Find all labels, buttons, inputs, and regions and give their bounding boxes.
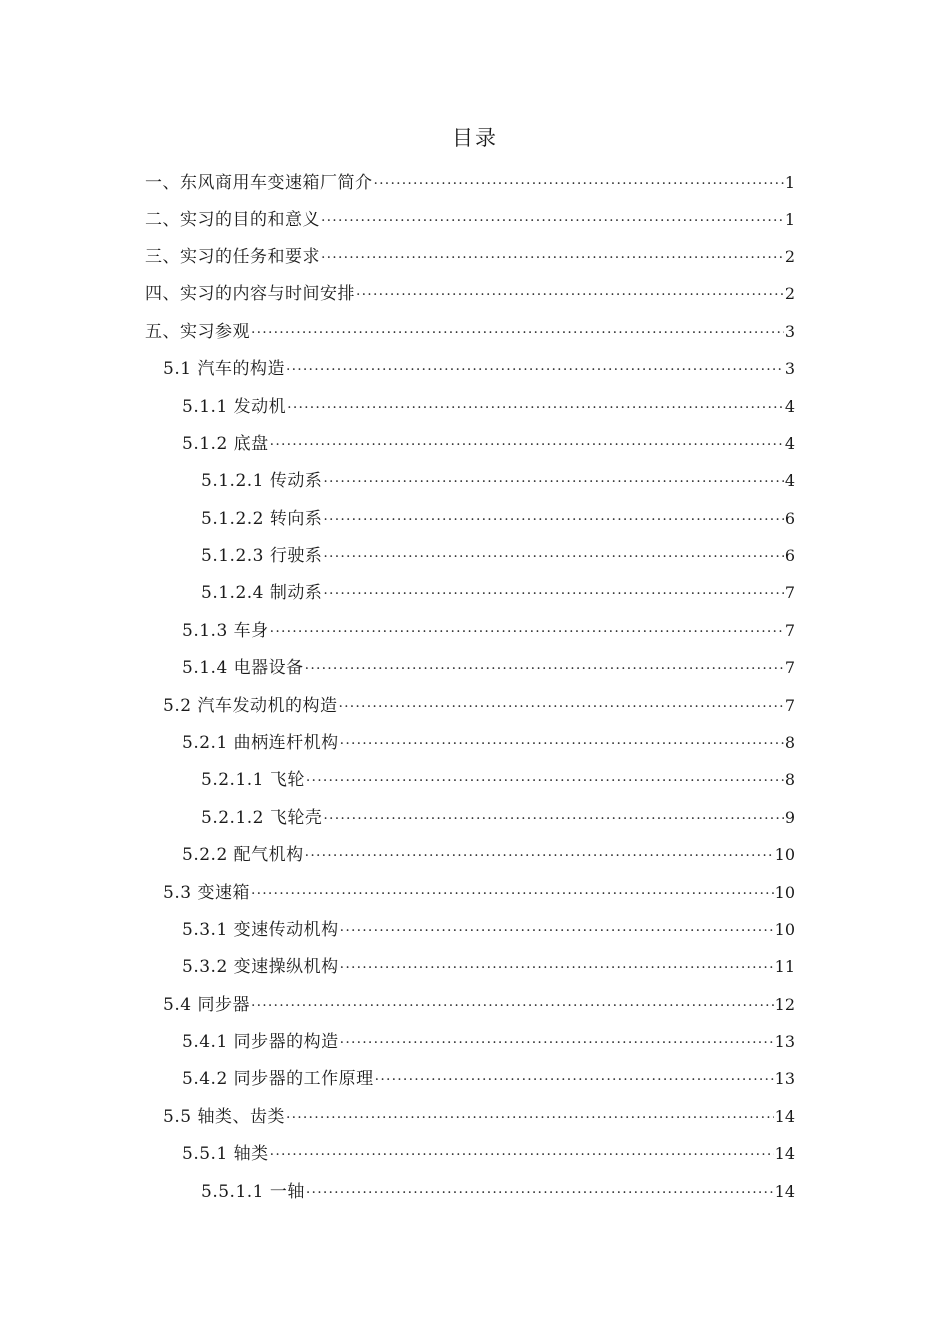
toc-dot-leader — [338, 692, 783, 722]
toc-page-number: 10 — [774, 920, 795, 939]
toc-dot-leader — [306, 1178, 774, 1208]
toc-page-number: 14 — [774, 1107, 795, 1126]
toc-entry-label: 5.1.2.2 转向系 — [201, 509, 323, 529]
toc-dot-leader — [356, 280, 784, 310]
toc-dot-leader — [305, 841, 774, 871]
toc-entry[interactable] — [182, 1139, 795, 1169]
toc-entry-label: 四、实习的内容与时间安排 — [145, 284, 355, 304]
toc-page-number: 4 — [784, 397, 795, 416]
toc-entry[interactable] — [201, 466, 795, 496]
toc-entry-label: 5.2 汽车发动机的构造 — [163, 696, 338, 716]
toc-dot-leader — [251, 991, 774, 1021]
toc-page-number: 7 — [784, 583, 795, 602]
toc-page-number: 2 — [784, 284, 795, 303]
toc-entry-label: 5.5.1.1 一轴 — [201, 1182, 305, 1202]
toc-dot-leader — [306, 766, 784, 796]
toc-entry[interactable] — [145, 279, 795, 309]
toc-dot-leader — [270, 1140, 774, 1170]
toc-entry[interactable] — [182, 429, 795, 459]
toc-page-number: 12 — [774, 995, 795, 1014]
toc-entry-label: 5.1.2 底盘 — [182, 434, 269, 454]
toc-page-number: 7 — [784, 658, 795, 677]
toc-entry-label: 5.1 汽车的构造 — [163, 359, 285, 379]
toc-page-number: 6 — [784, 509, 795, 528]
toc-entry-label: 5.4 同步器 — [163, 995, 250, 1015]
toc-page-number: 4 — [784, 471, 795, 490]
toc-dot-leader — [340, 729, 784, 759]
toc-dot-leader — [251, 879, 774, 909]
toc-entry-label: 5.5.1 轴类 — [182, 1144, 269, 1164]
toc-entry-label: 二、实习的目的和意义 — [145, 210, 320, 230]
toc-entry-label: 5.3.2 变速操纵机构 — [182, 957, 339, 977]
toc-entry[interactable] — [182, 915, 795, 945]
toc-entry-label: 5.2.2 配气机构 — [182, 845, 304, 865]
toc-entry[interactable] — [163, 990, 795, 1020]
toc-page-number: 13 — [774, 1032, 795, 1051]
toc-page-number: 2 — [784, 247, 795, 266]
toc-dot-leader — [340, 916, 774, 946]
toc-entry[interactable] — [182, 1064, 795, 1094]
toc-dot-leader — [323, 804, 783, 834]
toc-page-number: 3 — [784, 359, 795, 378]
toc-entry-label: 5.4.2 同步器的工作原理 — [182, 1069, 374, 1089]
toc-page-number: 14 — [774, 1182, 795, 1201]
toc-dot-leader — [270, 617, 784, 647]
toc-entry-label: 5.1.2.1 传动系 — [201, 471, 323, 491]
toc-entry[interactable] — [201, 541, 795, 571]
toc-entry-label: 一、东风商用车变速箱厂简介 — [145, 173, 373, 193]
toc-dot-leader — [323, 467, 783, 497]
toc-entry-label: 五、实习参观 — [145, 322, 250, 342]
toc-entry-label: 5.2.1 曲柄连杆机构 — [182, 733, 339, 753]
toc-dot-leader — [375, 1065, 774, 1095]
toc-page-number: 8 — [784, 770, 795, 789]
toc-entry[interactable] — [163, 691, 795, 721]
toc-entry-label: 5.1.2.3 行驶系 — [201, 546, 323, 566]
toc-page-number: 10 — [774, 883, 795, 902]
toc-dot-leader — [340, 953, 774, 983]
toc-entry[interactable] — [182, 1027, 795, 1057]
toc-entry[interactable] — [201, 803, 795, 833]
toc-entry-label: 5.1.4 电器设备 — [182, 658, 304, 678]
toc-page-number: 9 — [784, 808, 795, 827]
toc-entry-label: 5.1.2.4 制动系 — [201, 583, 323, 603]
toc-page-number: 14 — [774, 1144, 795, 1163]
toc-dot-leader — [321, 243, 784, 273]
toc-page-number: 7 — [784, 621, 795, 640]
toc-entry[interactable] — [182, 952, 795, 982]
toc-entry[interactable] — [182, 616, 795, 646]
toc-entry[interactable] — [163, 354, 795, 384]
toc-dot-leader — [286, 355, 784, 385]
toc-entry[interactable] — [201, 578, 795, 608]
toc-entry-label: 5.2.1.2 飞轮壳 — [201, 808, 323, 828]
toc-page-number: 6 — [784, 546, 795, 565]
toc-entry-label: 5.2.1.1 飞轮 — [201, 770, 305, 790]
toc-entry[interactable] — [182, 840, 795, 870]
toc-entry[interactable] — [145, 168, 795, 198]
toc-dot-leader — [323, 505, 783, 535]
toc-entry-label: 三、实习的任务和要求 — [145, 247, 320, 267]
toc-entry-label: 5.3.1 变速传动机构 — [182, 920, 339, 940]
toc-entry-label: 5.5 轴类、齿类 — [163, 1107, 285, 1127]
toc-entry[interactable] — [163, 1102, 795, 1132]
toc-page-number: 3 — [784, 322, 795, 341]
toc-dot-leader — [305, 654, 784, 684]
toc-entry[interactable] — [201, 765, 795, 795]
toc-page-number: 4 — [784, 434, 795, 453]
toc-title: 目录 — [452, 126, 498, 150]
toc-entry[interactable] — [182, 728, 795, 758]
toc-dot-leader — [286, 1103, 774, 1133]
toc-entry-label: 5.4.1 同步器的构造 — [182, 1032, 339, 1052]
toc-dot-leader — [323, 542, 783, 572]
toc-entry[interactable] — [201, 1177, 795, 1207]
toc-page-number: 8 — [784, 733, 795, 752]
toc-entry[interactable] — [145, 242, 795, 272]
toc-page-number: 13 — [774, 1069, 795, 1088]
toc-page-number: 10 — [774, 845, 795, 864]
toc-entry[interactable] — [145, 205, 795, 235]
toc-dot-leader — [340, 1028, 774, 1058]
toc-dot-leader — [287, 393, 784, 423]
toc-page-number: 1 — [784, 173, 795, 192]
toc-dot-leader — [374, 169, 784, 199]
toc-page-number: 7 — [784, 696, 795, 715]
toc-entry[interactable] — [145, 317, 795, 347]
toc-entry[interactable] — [201, 504, 795, 534]
toc-dot-leader — [251, 318, 784, 348]
toc-entry-label: 5.3 变速箱 — [163, 883, 250, 903]
toc-dot-leader — [323, 579, 783, 609]
toc-entry-label: 5.1.3 车身 — [182, 621, 269, 641]
toc-dot-leader — [270, 430, 784, 460]
toc-entry[interactable] — [163, 878, 795, 908]
toc-entry-label: 5.1.1 发动机 — [182, 397, 287, 417]
toc-page-number: 1 — [784, 210, 795, 229]
toc-entry[interactable] — [182, 653, 795, 683]
toc-entry[interactable] — [182, 392, 795, 422]
toc-dot-leader — [321, 206, 784, 236]
toc-page-number: 11 — [774, 957, 795, 976]
